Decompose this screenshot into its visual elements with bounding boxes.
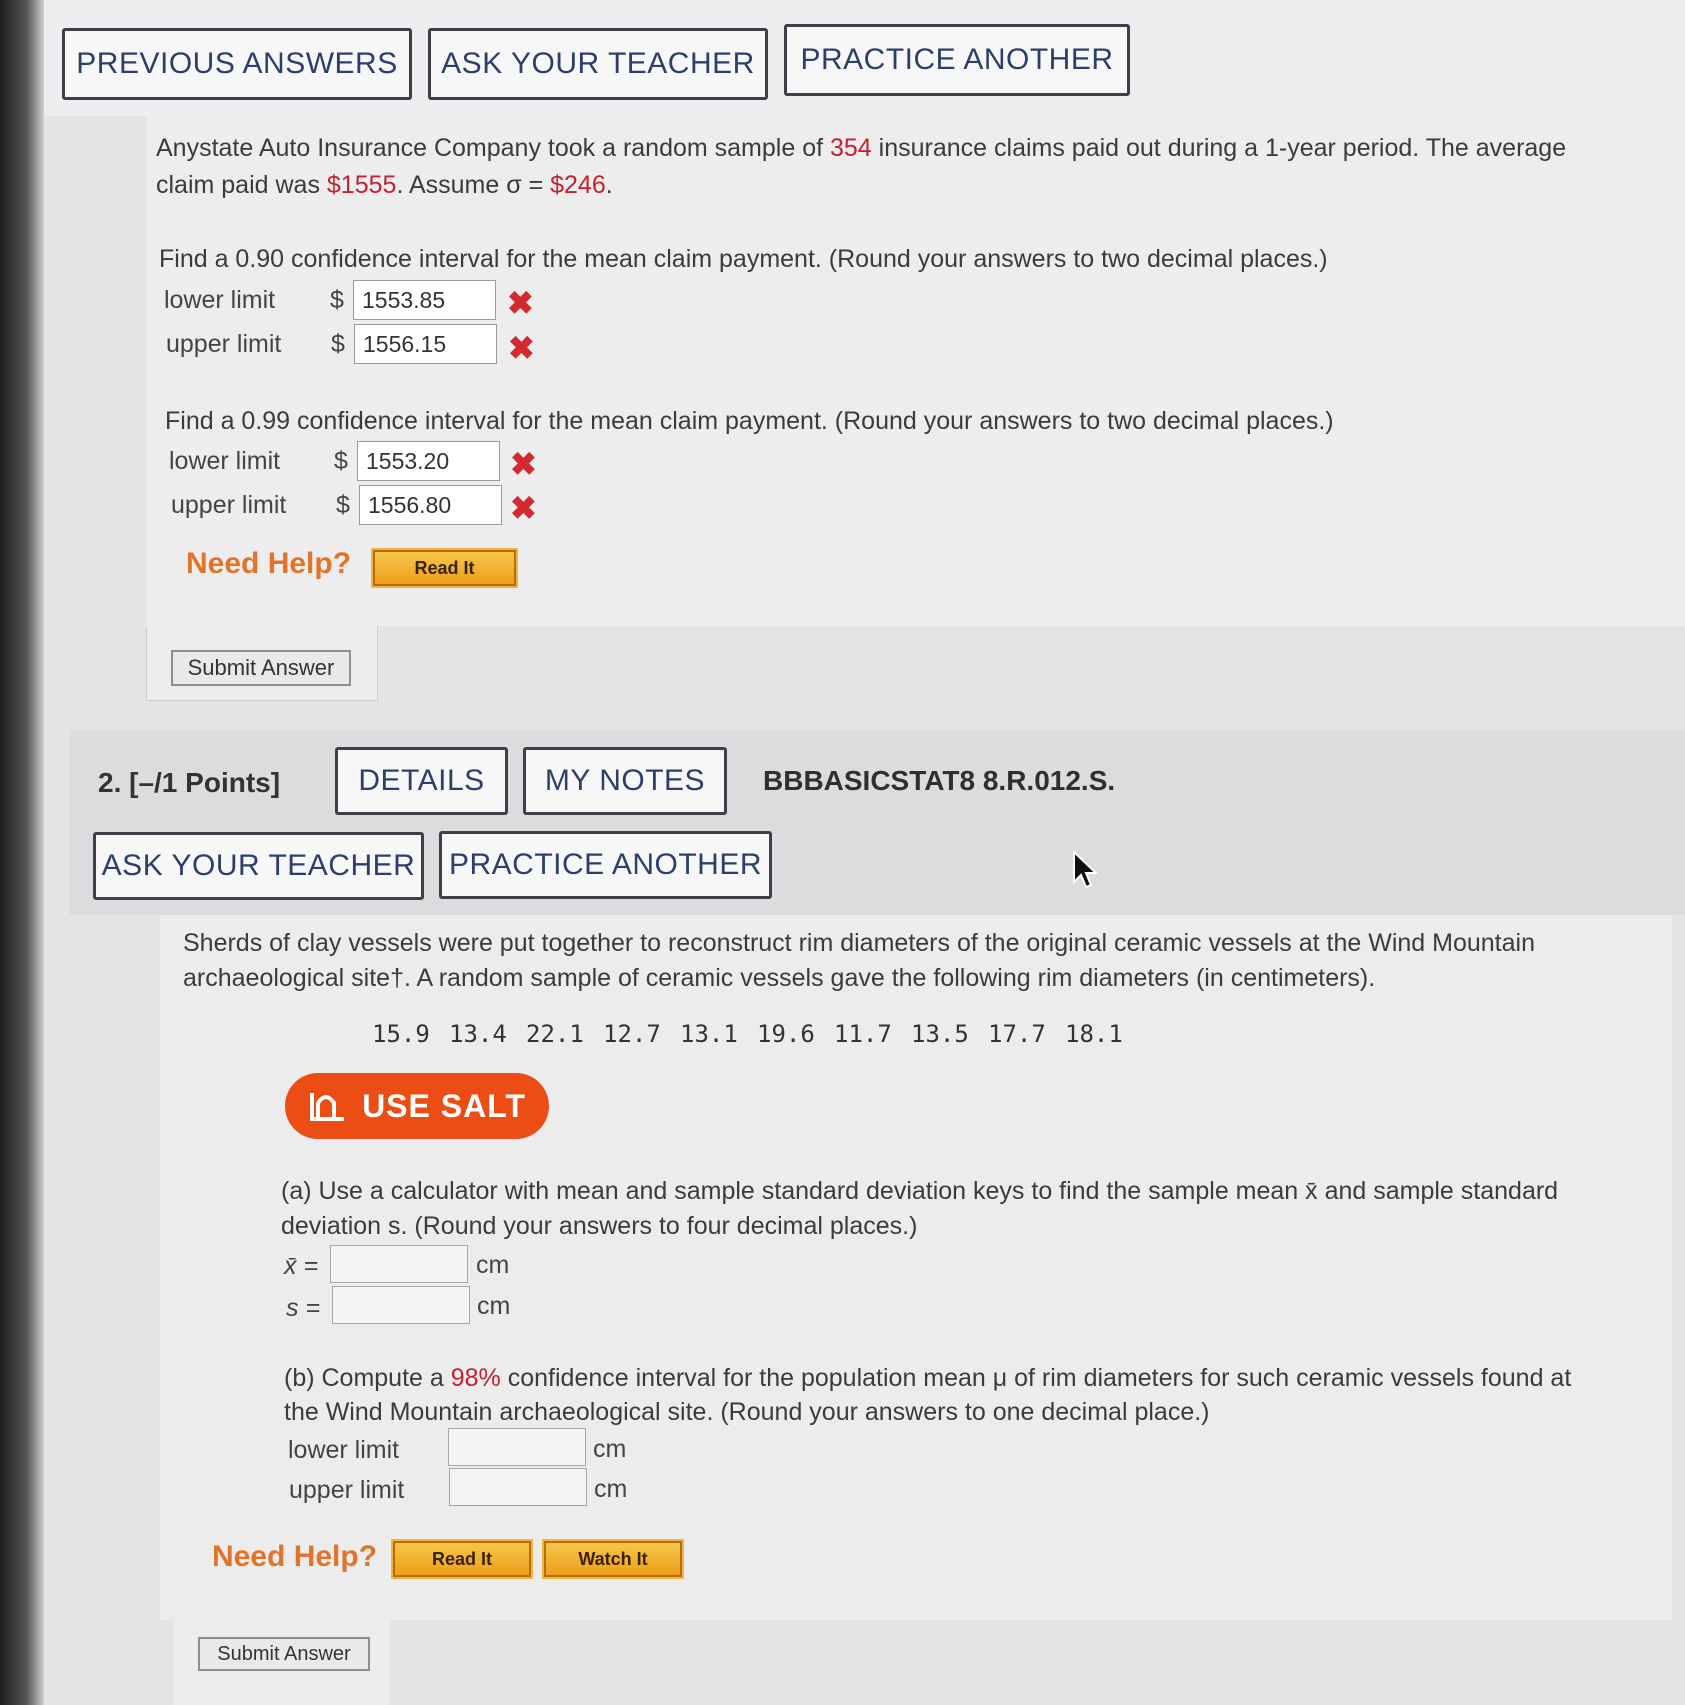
q1-intro-text: insurance claims paid out during a 1-year period. The average [871, 134, 1567, 162]
ci99-lower-label: lower limit [169, 447, 281, 475]
data-value: 17.7 [988, 1020, 1046, 1048]
part2-prompt: Find a 0.99 confidence interval for the mean claim payment. (Round your answers to two decimal places.) [165, 407, 1334, 435]
q1-intro-text: claim paid was [156, 171, 327, 199]
part-b-line2: the Wind Mountain archaeological site. (Round your answers to one decimal place.) [284, 1398, 1210, 1426]
q2-upper-label: upper limit [289, 1476, 405, 1504]
ci90-upper-label: upper limit [166, 330, 282, 358]
q1-intro-line2 [156, 166, 613, 204]
submit-answer-button[interactable]: Submit Answer [171, 650, 351, 686]
use-salt-button[interactable] [285, 1073, 549, 1139]
unit-label: cm [477, 1292, 511, 1320]
data-value: 13.4 [449, 1020, 507, 1048]
practice-another-button[interactable]: PRACTICE ANOTHER [439, 831, 772, 899]
q2-intro-line1: Sherds of clay vessels were put together to reconstruct rim diameters of the original ceramic vessels at the Wind Mountain [183, 929, 1535, 957]
confidence-level: 98% [450, 1364, 501, 1392]
currency-symbol: $ [330, 286, 344, 314]
ask-your-teacher-button[interactable]: ASK YOUR TEACHER [428, 28, 768, 100]
unit-label: cm [594, 1475, 628, 1503]
sigma-value: $246 [550, 171, 606, 199]
ci99-upper-input[interactable] [359, 485, 502, 525]
data-value: 13.5 [911, 1020, 969, 1048]
data-value: 11.7 [834, 1020, 892, 1048]
part-a-line1: (a) Use a calculator with mean and sample standard deviation keys to find the sample mean x̄ and sample standard [281, 1177, 1559, 1205]
q1-intro-text: Anystate Auto Insurance Company took a random sample of [156, 134, 830, 162]
submit-answer-button[interactable]: Submit Answer [198, 1637, 370, 1671]
currency-symbol: $ [331, 330, 345, 358]
sample-size-value: 354 [830, 134, 872, 162]
xbar-input[interactable] [330, 1245, 468, 1283]
part-b-text: (b) Compute a [284, 1364, 451, 1392]
mean-claim-value: $1555 [326, 171, 397, 199]
ci90-upper-input[interactable] [354, 324, 497, 364]
q2-lower-label: lower limit [288, 1436, 400, 1464]
need-help-label: Need Help? [212, 1540, 378, 1573]
data-value: 13.1 [680, 1020, 738, 1048]
need-help-label: Need Help? [186, 547, 352, 580]
q1-intro-text: . Assume σ = [396, 171, 551, 199]
q2-intro-line2: archaeological site†. A random sample of ceramic vessels gave the following rim diameters (in centimeters). [183, 964, 1376, 992]
my-notes-button[interactable]: MY NOTES [523, 747, 727, 815]
data-value: 12.7 [603, 1020, 661, 1048]
salt-icon [308, 1089, 348, 1123]
s-label: s = [286, 1294, 321, 1322]
q1-intro-line1 [156, 129, 1566, 167]
q2-lower-input[interactable] [448, 1428, 586, 1466]
ci99-upper-label: upper limit [171, 491, 287, 519]
question2-points: 2. [–/1 Points] [98, 767, 281, 798]
part-a-line2: deviation s. (Round your answers to four decimal places.) [281, 1212, 918, 1240]
currency-symbol: $ [334, 447, 348, 475]
incorrect-x-icon: ✖ [507, 285, 534, 321]
read-it-button[interactable]: Read It [373, 550, 516, 586]
s-input[interactable] [332, 1286, 470, 1324]
data-value: 19.6 [757, 1020, 815, 1048]
unit-label: cm [476, 1251, 510, 1279]
practice-another-button[interactable]: PRACTICE ANOTHER [784, 24, 1130, 96]
details-button[interactable]: DETAILS [335, 747, 508, 815]
data-value: 18.1 [1065, 1020, 1123, 1048]
part-b-text: confidence interval for the population mean μ of rim diameters for such ceramic vessels found at [500, 1364, 1572, 1392]
watch-it-button[interactable]: Watch It [544, 1541, 682, 1577]
q1-intro-text: . [605, 171, 613, 199]
use-salt-label: USE SALT [362, 1087, 526, 1124]
data-value: 22.1 [526, 1020, 584, 1048]
ci99-lower-input[interactable] [357, 441, 500, 481]
incorrect-x-icon: ✖ [510, 446, 537, 482]
part-b-line1 [284, 1359, 1571, 1397]
incorrect-x-icon: ✖ [510, 490, 537, 526]
ask-your-teacher-button[interactable]: ASK YOUR TEACHER [93, 832, 424, 900]
mouse-pointer-icon [1072, 850, 1102, 892]
problem-id: BBBASICSTAT8 8.R.012.S. [763, 765, 1116, 796]
incorrect-x-icon: ✖ [508, 330, 535, 366]
xbar-label: x̄ = [284, 1252, 319, 1280]
previous-answers-button[interactable]: PREVIOUS ANSWERS [62, 28, 412, 100]
data-value: 15.9 [372, 1020, 430, 1048]
currency-symbol: $ [336, 491, 350, 519]
ci90-lower-label: lower limit [164, 286, 276, 314]
unit-label: cm [593, 1435, 627, 1463]
q2-upper-input[interactable] [449, 1468, 587, 1506]
read-it-button[interactable]: Read It [393, 1541, 531, 1577]
part1-prompt: Find a 0.90 confidence interval for the mean claim payment. (Round your answers to two decimal places.) [159, 245, 1328, 273]
ci90-lower-input[interactable] [353, 280, 496, 320]
screen-edge [0, 0, 44, 1705]
